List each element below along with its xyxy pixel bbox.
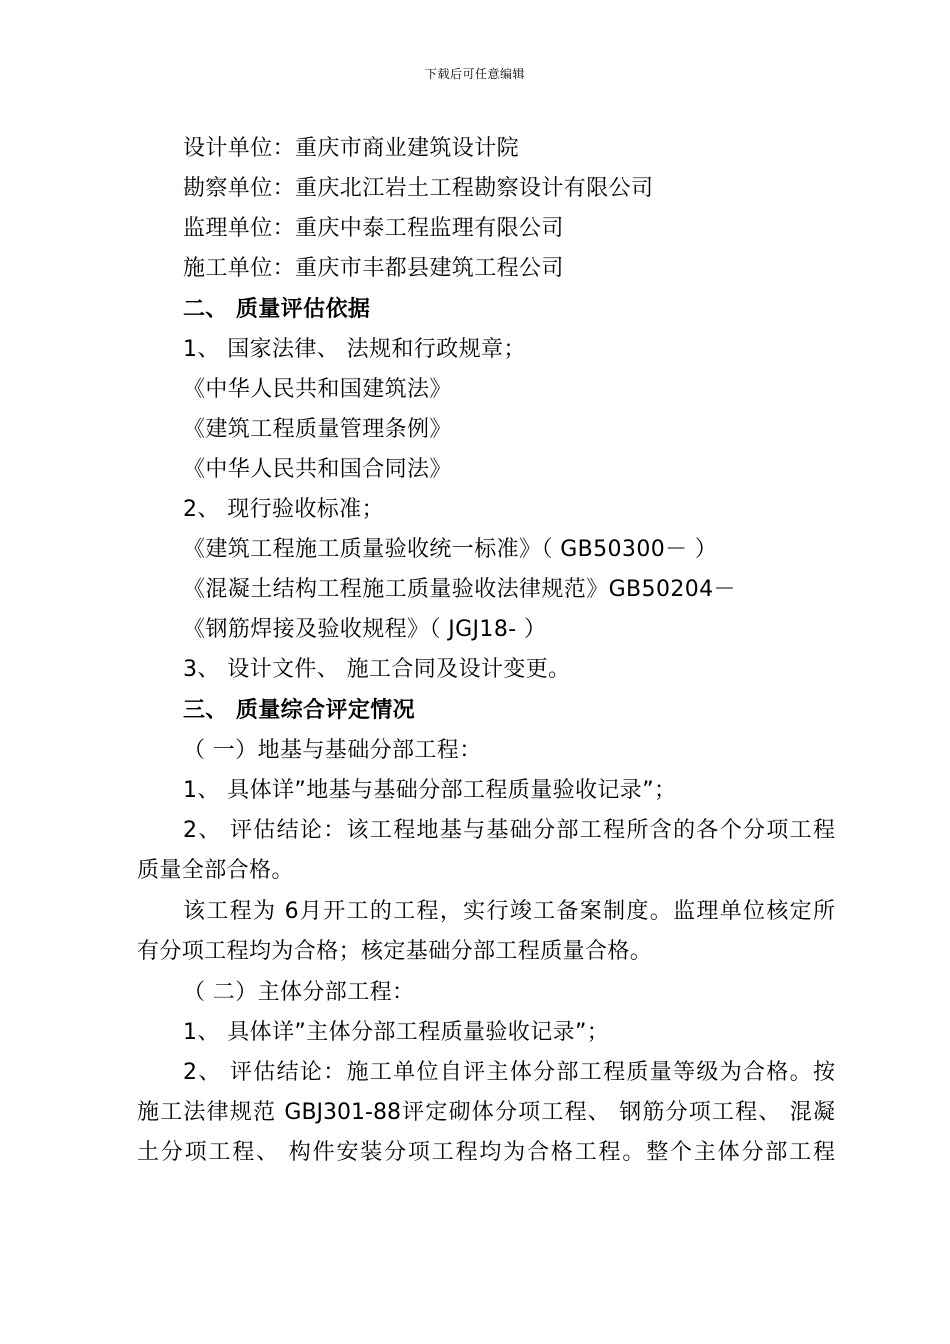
main-structure-conclusion-cont-2: 土分项工程、 构件安装分项工程均为合格工程。整个主体分部工程: [137, 1140, 835, 1165]
main-structure-conclusion-cont-1: 施工法律规范 GBJ301-88评定砌体分项工程、 钢筋分项工程、 混凝: [137, 1100, 835, 1125]
list-item-laws: 1、 国家法律、 法规和行政规章；: [183, 337, 526, 362]
supervision-unit-line: 监理单位：重庆中泰工程监理有限公司: [183, 216, 564, 241]
law-title-construction: 《中华人民共和国建筑法》: [183, 377, 452, 402]
filing-paragraph: 该工程为 6月开工的工程，实行竣工备案制度。监理单位核定所: [183, 899, 835, 924]
page-header-note: 下载后可任意编辑: [424, 67, 525, 81]
section-heading-basis: 二、 质量评估依据: [183, 297, 371, 322]
subsection-foundation: （ 一）地基与基础分部工程：: [183, 738, 482, 763]
subsection-main-structure: （ 二）主体分部工程：: [183, 980, 415, 1005]
standard-jgj18: 《钢筋焊接及验收规程》（ JGJ18- ）: [183, 617, 547, 642]
foundation-conclusion-cont: 质量全部合格。: [137, 858, 294, 883]
construction-unit-line: 施工单位：重庆市丰都县建筑工程公司: [183, 256, 564, 281]
law-title-quality-regulation: 《建筑工程质量管理条例》: [183, 417, 452, 442]
law-title-contract: 《中华人民共和国合同法》: [183, 457, 452, 482]
survey-unit-line: 勘察单位：重庆北江岩土工程勘察设计有限公司: [183, 176, 654, 201]
foundation-record-ref: 1、 具体详”地基与基础分部工程质量验收记录”；: [183, 778, 677, 803]
filing-paragraph-cont: 有分项工程均为合格；核定基础分部工程质量合格。: [137, 939, 653, 964]
standard-gb50204: 《混凝土结构工程施工质量验收法律规范》GB50204－: [183, 577, 736, 602]
main-structure-record-ref: 1、 具体详”主体分部工程质量验收记录”；: [183, 1020, 610, 1045]
list-item-design-documents: 3、 设计文件、 施工合同及设计变更。: [183, 657, 571, 682]
design-unit-line: 设计单位：重庆市商业建筑设计院: [183, 136, 520, 161]
section-heading-assessment: 三、 质量综合评定情况: [183, 698, 416, 723]
standard-gb50300: 《建筑工程施工质量验收统一标准》（ GB50300－ ）: [183, 537, 718, 562]
list-item-standards: 2、 现行验收标准；: [183, 497, 384, 522]
main-structure-conclusion: 2、 评估结论：施工单位自评主体分部工程质量等级为合格。按: [183, 1060, 835, 1085]
foundation-conclusion: 2、 评估结论：该工程地基与基础分部工程所含的各个分项工程: [183, 818, 835, 843]
